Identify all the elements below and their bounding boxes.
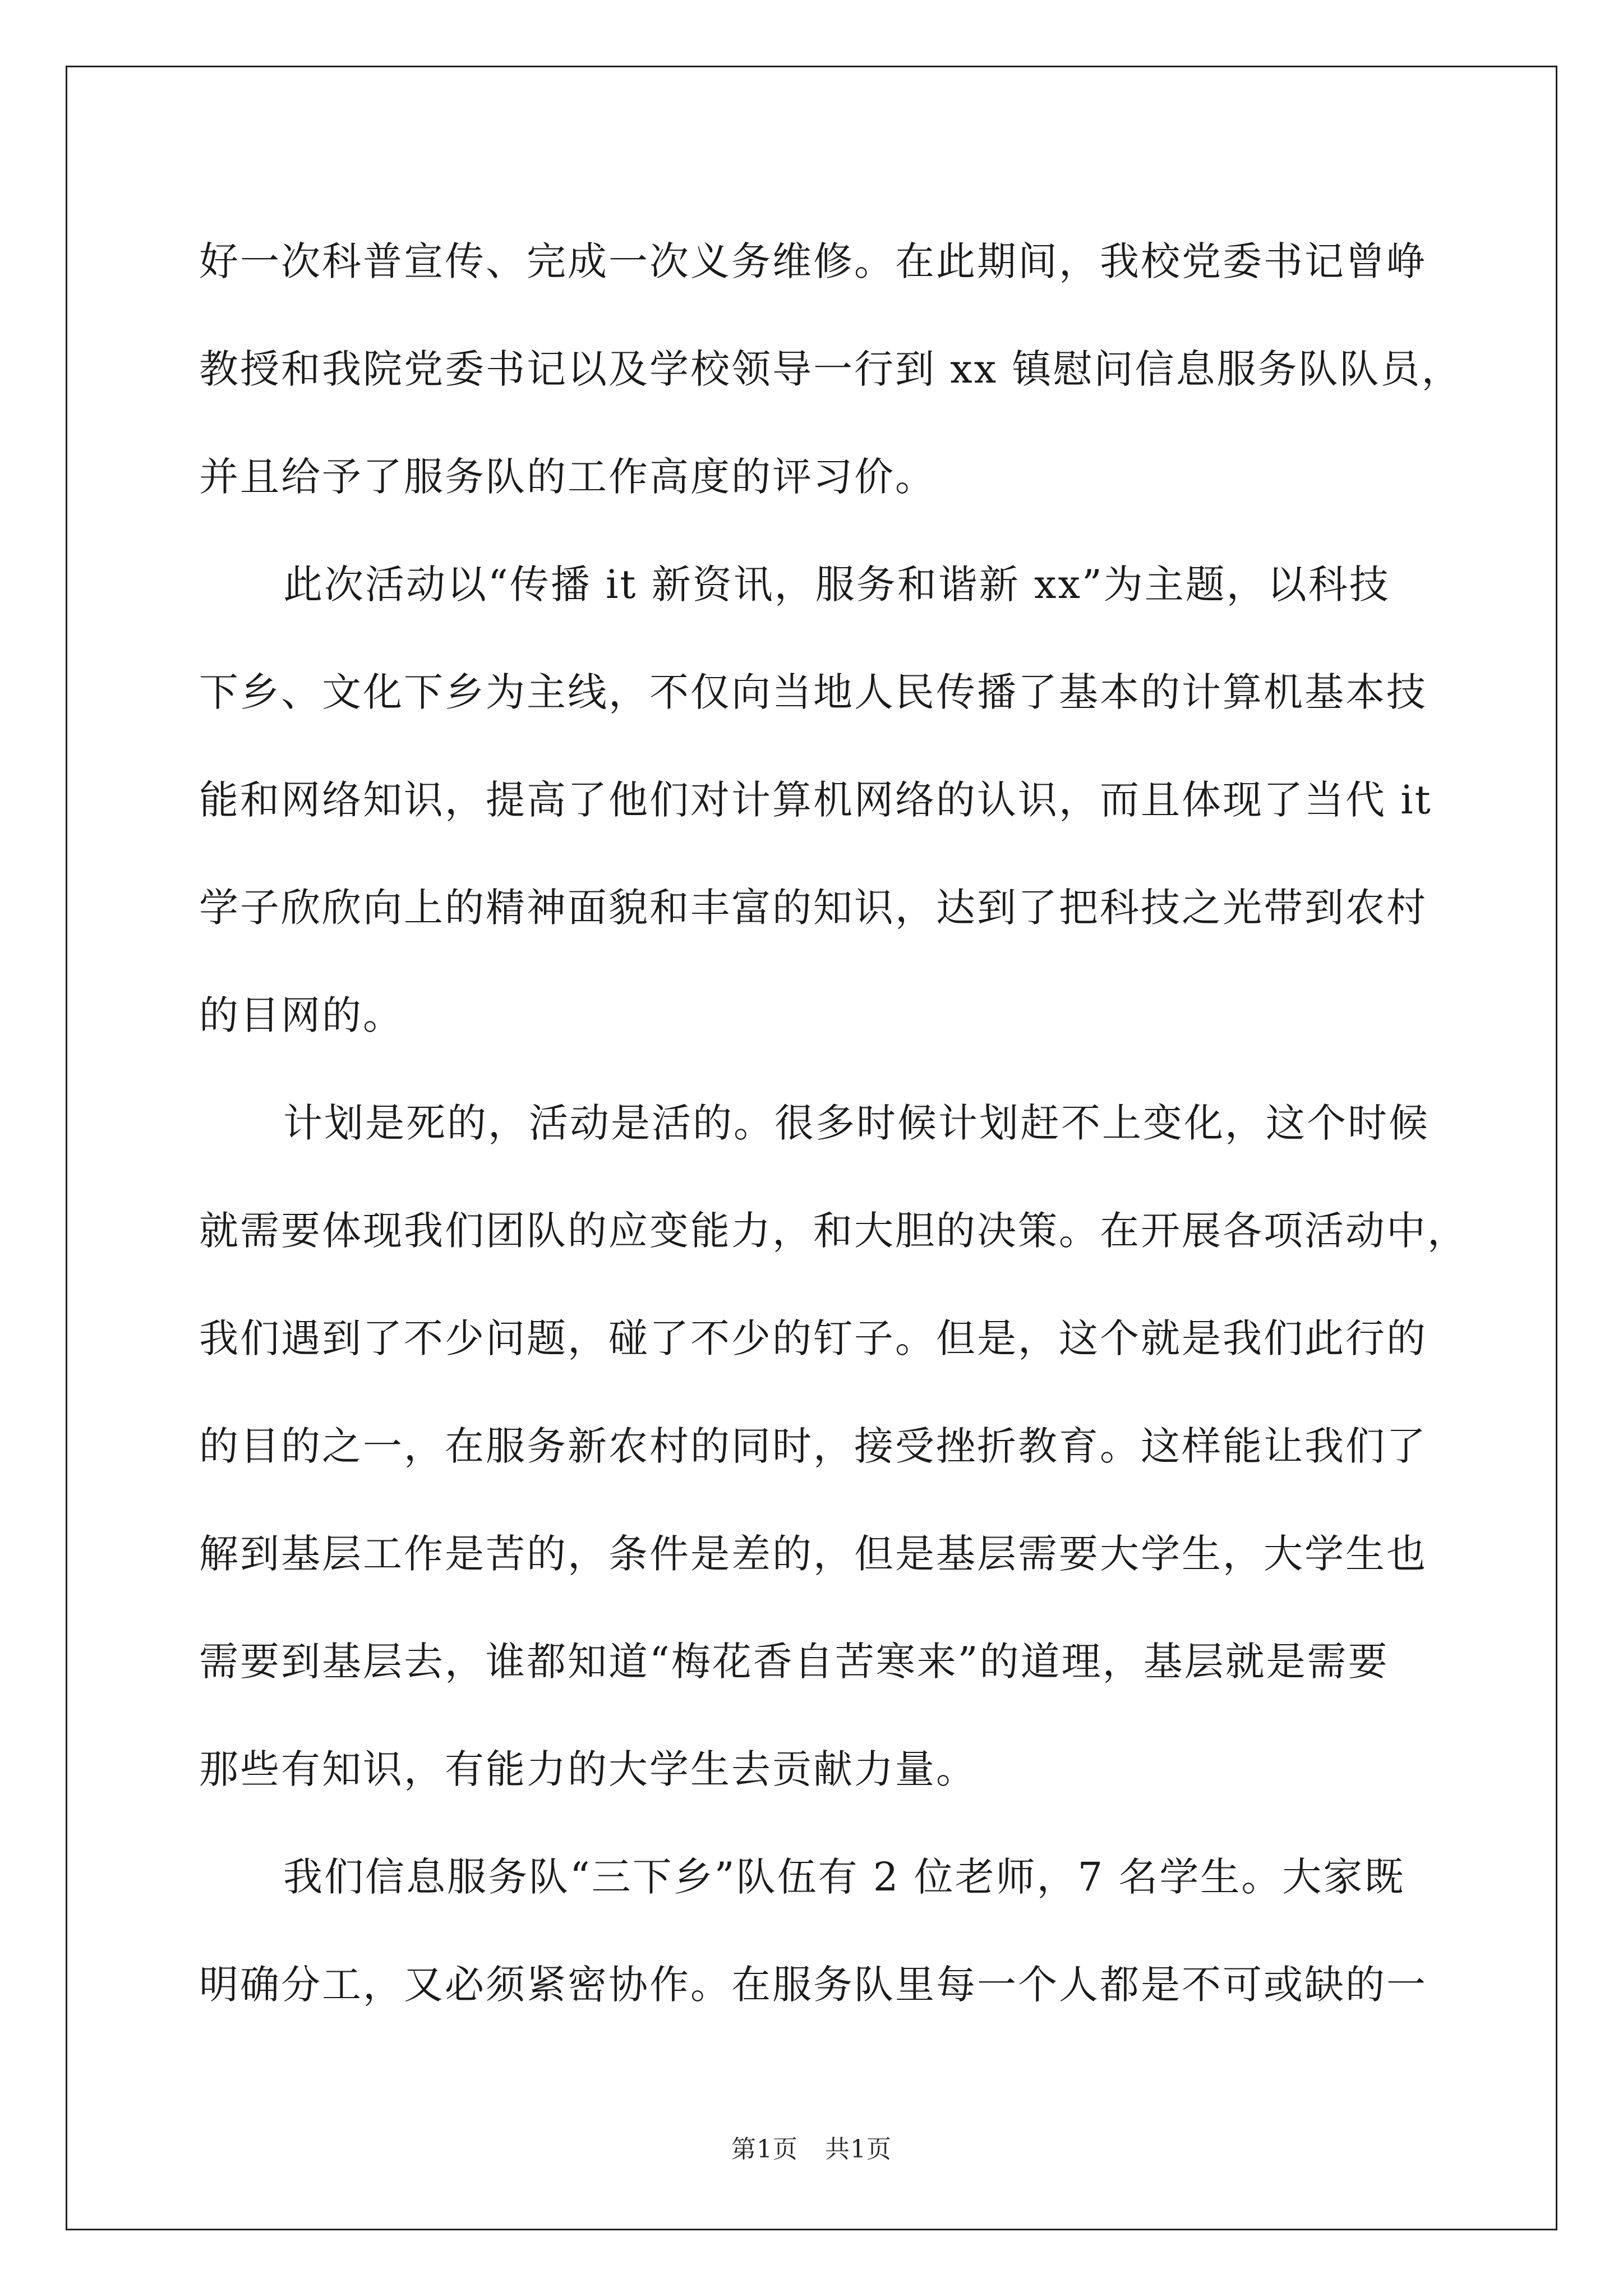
text-line: 好一次科普宣传、完成一次义务维修。在此期间，我校党委书记曾峥 xyxy=(199,238,1427,284)
text-line: 的目网的。 xyxy=(199,992,404,1038)
page-number: 第1页 xyxy=(731,2135,798,2164)
text-line: 并且给予了服务队的工作高度的评习价。 xyxy=(199,454,936,500)
text-line: 我们遇到了不少问题，碰了不少的钉子。但是，这个就是我们此行的 xyxy=(199,1315,1427,1361)
text-line: 的目的之一，在服务新农村的同时，接受挫折教育。这样能让我们了 xyxy=(199,1423,1427,1469)
paragraph-start-line: 我们信息服务队“三下乡”队伍有 2 位老师，7 名学生。大家既 xyxy=(283,1854,1405,1900)
text-line: 下乡、文化下乡为主线，不仅向当地人民传播了基本的计算机基本技 xyxy=(199,669,1427,715)
page-footer xyxy=(0,2129,1623,2165)
page-total: 共1页 xyxy=(825,2135,892,2164)
document-body xyxy=(199,208,1468,2039)
paragraph-start-line: 此次活动以“传播 it 新资讯，服务和谐新 xx”为主题，以科技 xyxy=(283,562,1390,608)
text-line: 明确分工，又必须紧密协作。在服务队里每一个人都是不可或缺的一 xyxy=(199,1962,1427,2008)
text-line: 能和网络知识，提高了他们对计算机网络的认识，而且体现了当代 it xyxy=(199,777,1432,823)
text-line: 需要到基层去，谁都知道“梅花香自苦寒来”的道理，基层就是需要 xyxy=(199,1639,1389,1685)
text-line: 教授和我院党委书记以及学校领导一行到 xx 镇慰问信息服务队队员， xyxy=(199,346,1463,392)
paragraph-start-line: 计划是死的，活动是活的。很多时候计划赶不上变化，这个时候 xyxy=(283,1100,1430,1146)
text-line: 解到基层工作是苦的，条件是差的，但是基层需要大学生，大学生也 xyxy=(199,1531,1427,1577)
text-line: 学子欣欣向上的精神面貌和丰富的知识，达到了把科技之光带到农村 xyxy=(199,885,1427,931)
text-line: 就需要体现我们团队的应变能力，和大胆的决策。在开展各项活动中， xyxy=(199,1208,1468,1254)
text-line: 那些有知识，有能力的大学生去贡献力量。 xyxy=(199,1746,977,1792)
